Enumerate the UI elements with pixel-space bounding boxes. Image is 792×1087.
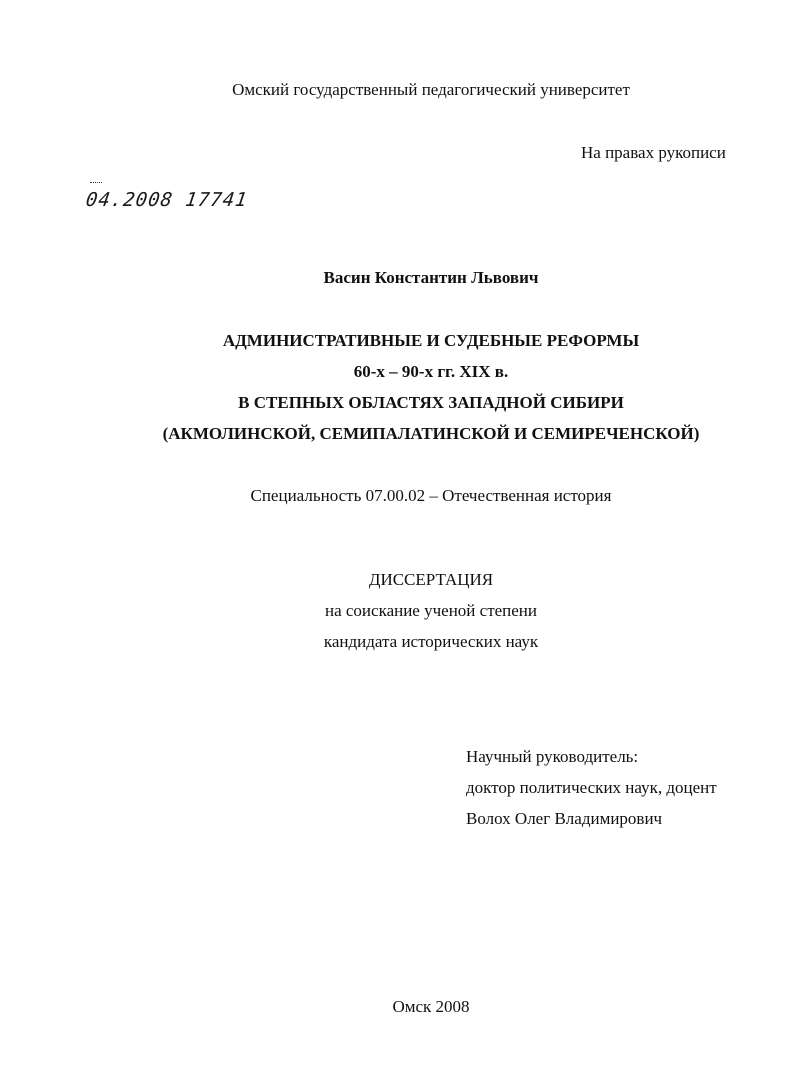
title-line-3: В СТЕПНЫХ ОБЛАСТЯХ ЗАПАДНОЙ СИБИРИ bbox=[238, 393, 624, 412]
supervisor-degree: доктор политических наук, доцент bbox=[466, 778, 717, 797]
archive-stamp-number: 04.2008 17741 bbox=[84, 189, 250, 211]
dissertation-purpose-2: кандидата исторических наук bbox=[323, 632, 539, 651]
supervisor-label: Научный руководитель: bbox=[466, 747, 639, 766]
title-line-4: (АКМОЛИНСКОЙ, СЕМИПАЛАТИНСКОЙ И СЕМИРЕЧЕНСКОЙ) bbox=[162, 424, 700, 443]
author-name: Васин Константин Львович bbox=[323, 268, 539, 287]
manuscript-note: На правах рукописи bbox=[581, 143, 726, 162]
university-name: Омский государственный педагогический университет bbox=[232, 80, 630, 99]
specialty: Специальность 07.00.02 – Отечественная история bbox=[250, 486, 612, 505]
dissertation-label: ДИССЕРТАЦИЯ bbox=[368, 570, 494, 589]
dissertation-purpose-1: на соискание ученой степени bbox=[324, 601, 538, 620]
title-line-1: АДМИНИСТРАТИВНЫЕ И СУДЕБНЫЕ РЕФОРМЫ bbox=[222, 331, 640, 350]
title-line-2: 60-х – 90-х гг. XIX в. bbox=[353, 362, 509, 381]
supervisor-name: Волох Олег Владимирович bbox=[466, 809, 663, 828]
stamp-mark bbox=[90, 182, 102, 185]
city-year: Омск 2008 bbox=[392, 997, 470, 1016]
